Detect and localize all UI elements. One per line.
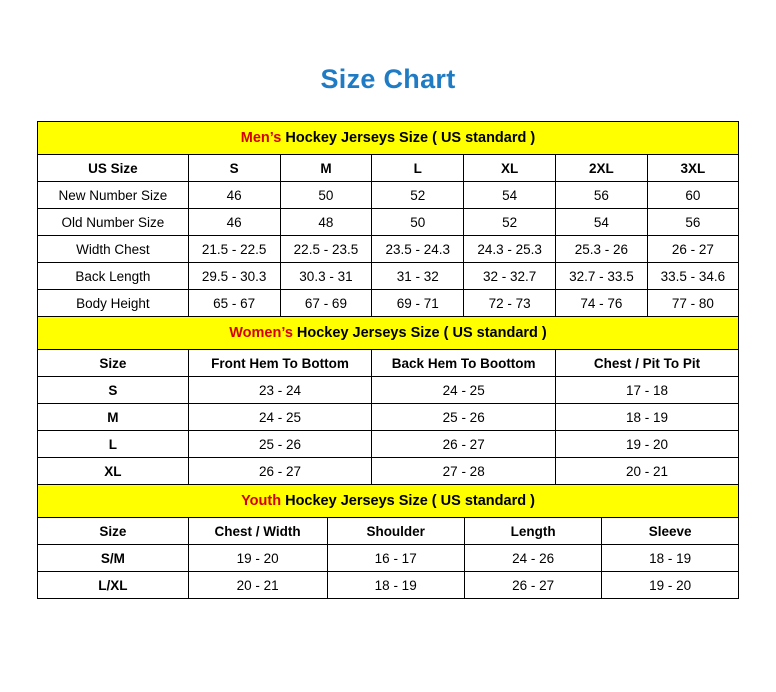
table-row — [38, 182, 739, 209]
table-cell: 56 — [647, 209, 738, 236]
youth-banner-accent: Youth — [241, 493, 282, 509]
youth-section-banner — [38, 485, 739, 518]
womens-header-cell: Front Hem To Bottom — [188, 350, 372, 377]
table-cell: 46 — [188, 182, 280, 209]
table-row — [38, 236, 739, 263]
table-cell: 77 - 80 — [647, 290, 738, 317]
mens-section-banner — [38, 122, 739, 155]
table-cell: 26 - 27 — [372, 431, 556, 458]
table-cell: 25 - 26 — [188, 431, 372, 458]
womens-section-banner — [38, 317, 739, 350]
table-cell: 25.3 - 26 — [556, 236, 648, 263]
table-row — [38, 209, 739, 236]
mens-header-cell: XL — [464, 155, 556, 182]
table-cell: 26 - 27 — [188, 458, 372, 485]
table-cell: 18 - 19 — [602, 545, 739, 572]
table-cell: 24 - 25 — [188, 404, 372, 431]
table-row — [38, 404, 739, 431]
row-label: L — [38, 431, 189, 458]
mens-banner-cell — [38, 122, 739, 155]
table-cell: 32 - 32.7 — [464, 263, 556, 290]
womens-header-cell: Size — [38, 350, 189, 377]
table-cell: 52 — [372, 182, 464, 209]
table-cell: 30.3 - 31 — [280, 263, 372, 290]
table-cell: 24.3 - 25.3 — [464, 236, 556, 263]
row-label: Back Length — [38, 263, 189, 290]
table-cell: 26 - 27 — [464, 572, 601, 599]
row-label: Old Number Size — [38, 209, 189, 236]
table-cell: 54 — [556, 209, 648, 236]
row-label: M — [38, 404, 189, 431]
table-cell: 19 - 20 — [188, 545, 327, 572]
table-cell: 54 — [464, 182, 556, 209]
table-cell: 18 - 19 — [556, 404, 739, 431]
table-cell: 60 — [647, 182, 738, 209]
table-cell: 22.5 - 23.5 — [280, 236, 372, 263]
table-row — [38, 377, 739, 404]
womens-header-cell: Back Hem To Boottom — [372, 350, 556, 377]
table-cell: 52 — [464, 209, 556, 236]
youth-header-cell: Length — [464, 518, 601, 545]
table-cell: 20 - 21 — [188, 572, 327, 599]
youth-header-cell: Shoulder — [327, 518, 464, 545]
mens-banner-accent: Men’s — [240, 130, 282, 146]
table-cell: 27 - 28 — [372, 458, 556, 485]
mens-header-cell: US Size — [38, 155, 189, 182]
table-cell: 31 - 32 — [372, 263, 464, 290]
youth-header-cell: Chest / Width — [188, 518, 327, 545]
row-label: New Number Size — [38, 182, 189, 209]
table-cell: 72 - 73 — [464, 290, 556, 317]
youth-header-cell: Size — [38, 518, 189, 545]
mens-size-table — [37, 121, 739, 317]
page-title: Size Chart — [320, 64, 456, 94]
table-cell: 65 - 67 — [188, 290, 280, 317]
mens-header-cell: 3XL — [647, 155, 738, 182]
table-cell: 26 - 27 — [647, 236, 738, 263]
table-cell: 67 - 69 — [280, 290, 372, 317]
table-cell: 33.5 - 34.6 — [647, 263, 738, 290]
youth-header-cell: Sleeve — [602, 518, 739, 545]
table-cell: 69 - 71 — [372, 290, 464, 317]
mens-header-cell: S — [188, 155, 280, 182]
youth-banner-rest: Hockey Jerseys Size ( US standard ) — [281, 493, 535, 509]
table-cell: 23 - 24 — [188, 377, 372, 404]
table-cell: 46 — [188, 209, 280, 236]
table-cell: 48 — [280, 209, 372, 236]
table-cell: 24 - 25 — [372, 377, 556, 404]
mens-header-cell: 2XL — [556, 155, 648, 182]
youth-banner-cell — [38, 485, 739, 518]
table-cell: 23.5 - 24.3 — [372, 236, 464, 263]
size-tables-container — [37, 121, 739, 599]
row-label: S/M — [38, 545, 189, 572]
womens-banner-accent: Women’s — [229, 325, 293, 341]
row-label: Body Height — [38, 290, 189, 317]
youth-size-table — [37, 484, 739, 599]
table-cell: 19 - 20 — [602, 572, 739, 599]
table-row — [38, 263, 739, 290]
table-cell: 29.5 - 30.3 — [188, 263, 280, 290]
table-cell: 21.5 - 22.5 — [188, 236, 280, 263]
table-row — [38, 572, 739, 599]
table-cell: 50 — [372, 209, 464, 236]
table-cell: 19 - 20 — [556, 431, 739, 458]
row-label: L/XL — [38, 572, 189, 599]
table-cell: 74 - 76 — [556, 290, 648, 317]
womens-banner-cell — [38, 317, 739, 350]
row-label: Width Chest — [38, 236, 189, 263]
row-label: S — [38, 377, 189, 404]
table-cell: 56 — [556, 182, 648, 209]
row-label: XL — [38, 458, 189, 485]
table-row — [38, 431, 739, 458]
table-cell: 17 - 18 — [556, 377, 739, 404]
table-cell: 25 - 26 — [372, 404, 556, 431]
table-cell: 50 — [280, 182, 372, 209]
table-cell: 18 - 19 — [327, 572, 464, 599]
table-row — [38, 545, 739, 572]
womens-header-row — [38, 350, 739, 377]
table-cell: 16 - 17 — [327, 545, 464, 572]
mens-header-cell: L — [372, 155, 464, 182]
womens-header-cell: Chest / Pit To Pit — [556, 350, 739, 377]
table-cell: 20 - 21 — [556, 458, 739, 485]
table-cell: 32.7 - 33.5 — [556, 263, 648, 290]
mens-header-cell: M — [280, 155, 372, 182]
table-row — [38, 290, 739, 317]
womens-size-table — [37, 316, 739, 485]
mens-banner-rest: Hockey Jerseys Size ( US standard ) — [281, 130, 536, 146]
mens-header-row — [38, 155, 739, 182]
womens-banner-rest: Hockey Jerseys Size ( US standard ) — [292, 325, 547, 341]
youth-header-row — [38, 518, 739, 545]
table-row — [38, 458, 739, 485]
table-cell: 24 - 26 — [464, 545, 601, 572]
